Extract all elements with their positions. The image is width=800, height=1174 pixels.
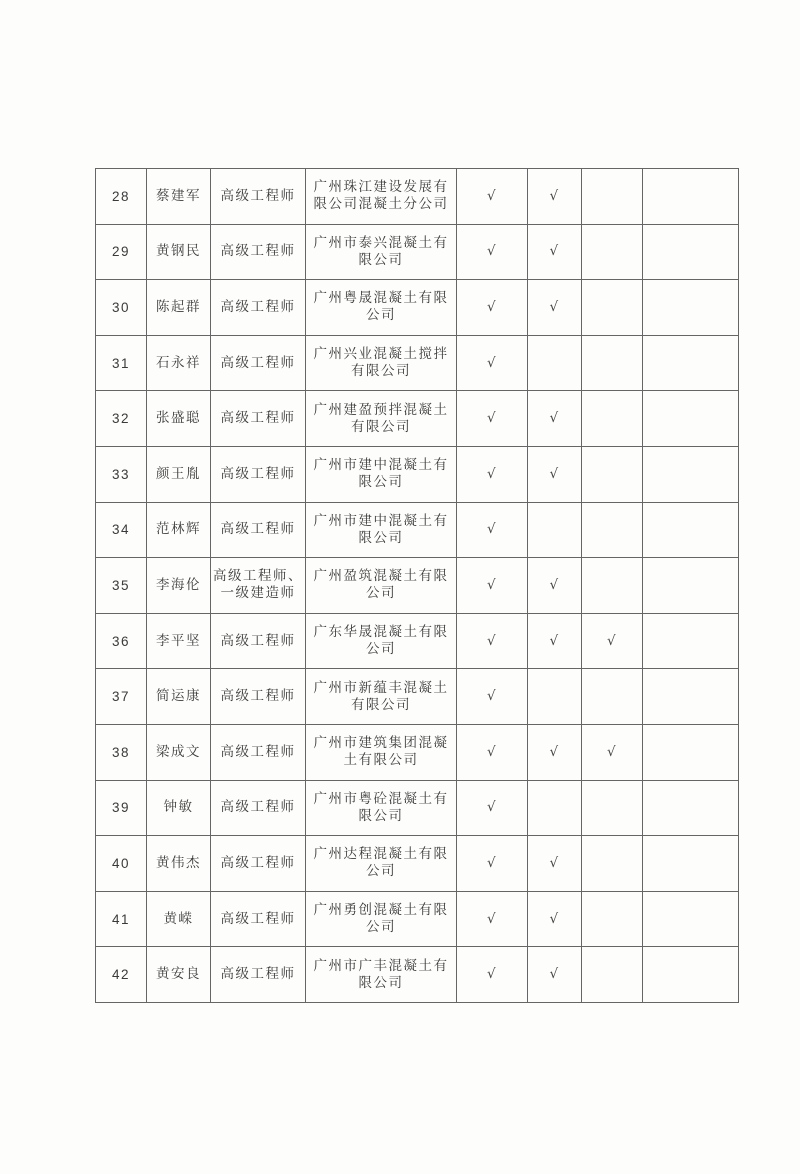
table-row [96, 224, 739, 280]
table-row [96, 169, 739, 225]
company-name: 广州兴业混凝土搅拌有限公司 [306, 335, 457, 391]
row-number: 40 [96, 836, 147, 892]
professional-title: 高级工程师 [211, 391, 306, 447]
company-name: 广州达程混凝土有限公司 [306, 836, 457, 892]
row-number: 38 [96, 724, 147, 780]
row-number: 39 [96, 780, 147, 836]
empty-check-col-4 [643, 836, 739, 892]
professional-title: 高级工程师 [211, 724, 306, 780]
empty-check-col-2 [528, 502, 582, 558]
empty-check-col-3 [582, 947, 643, 1003]
person-name: 黄嵘 [147, 891, 211, 947]
checkmark-check-col-1: √ [457, 502, 528, 558]
row-number: 29 [96, 224, 147, 280]
professional-title: 高级工程师 [211, 502, 306, 558]
empty-check-col-3 [582, 280, 643, 336]
company-name: 广州建盈预拌混凝土有限公司 [306, 391, 457, 447]
table-row [96, 891, 739, 947]
checkmark-check-col-1: √ [457, 391, 528, 447]
company-name: 广东华晟混凝土有限公司 [306, 613, 457, 669]
professional-title: 高级工程师 [211, 669, 306, 725]
table-row [96, 391, 739, 447]
empty-check-col-2 [528, 335, 582, 391]
table-row [96, 280, 739, 336]
person-name: 陈起群 [147, 280, 211, 336]
company-name: 广州市粤砼混凝土有限公司 [306, 780, 457, 836]
company-name: 广州市广丰混凝土有限公司 [306, 947, 457, 1003]
empty-check-col-3 [582, 836, 643, 892]
person-name: 石永祥 [147, 335, 211, 391]
checkmark-check-col-1: √ [457, 446, 528, 502]
empty-check-col-2 [528, 780, 582, 836]
checkmark-check-col-1: √ [457, 669, 528, 725]
professional-title: 高级工程师 [211, 446, 306, 502]
empty-check-col-4 [643, 224, 739, 280]
person-name: 黄钢民 [147, 224, 211, 280]
empty-check-col-4 [643, 669, 739, 725]
row-number: 41 [96, 891, 147, 947]
row-number: 28 [96, 169, 147, 225]
table-row [96, 558, 739, 614]
checkmark-check-col-1: √ [457, 224, 528, 280]
row-number: 35 [96, 558, 147, 614]
company-name: 广州勇创混凝土有限公司 [306, 891, 457, 947]
table-row [96, 836, 739, 892]
professional-title: 高级工程师 [211, 613, 306, 669]
table-row [96, 446, 739, 502]
empty-check-col-3 [582, 780, 643, 836]
table-row [96, 669, 739, 725]
company-name: 广州市泰兴混凝土有限公司 [306, 224, 457, 280]
row-number: 32 [96, 391, 147, 447]
person-name: 张盛聪 [147, 391, 211, 447]
checkmark-check-col-1: √ [457, 169, 528, 225]
empty-check-col-4 [643, 947, 739, 1003]
person-name: 黄安良 [147, 947, 211, 1003]
checkmark-check-col-1: √ [457, 335, 528, 391]
empty-check-col-4 [643, 502, 739, 558]
professional-title: 高级工程师 [211, 169, 306, 225]
empty-check-col-4 [643, 335, 739, 391]
professional-title: 高级工程师 [211, 780, 306, 836]
checkmark-check-col-2: √ [528, 169, 582, 225]
checkmark-check-col-2: √ [528, 836, 582, 892]
checkmark-check-col-2: √ [528, 224, 582, 280]
checkmark-check-col-1: √ [457, 724, 528, 780]
professional-title: 高级工程师、一级建造师 [211, 558, 306, 614]
person-name: 颜王胤 [147, 446, 211, 502]
checkmark-check-col-2: √ [528, 891, 582, 947]
empty-check-col-3 [582, 391, 643, 447]
empty-check-col-4 [643, 780, 739, 836]
professional-title: 高级工程师 [211, 224, 306, 280]
empty-check-col-4 [643, 613, 739, 669]
checkmark-check-col-1: √ [457, 947, 528, 1003]
personnel-table-body [96, 169, 739, 1003]
professional-title: 高级工程师 [211, 836, 306, 892]
table-row [96, 947, 739, 1003]
person-name: 李海伦 [147, 558, 211, 614]
checkmark-check-col-2: √ [528, 613, 582, 669]
table-row [96, 613, 739, 669]
row-number: 30 [96, 280, 147, 336]
empty-check-col-4 [643, 891, 739, 947]
empty-check-col-3 [582, 558, 643, 614]
checkmark-check-col-1: √ [457, 558, 528, 614]
empty-check-col-3 [582, 335, 643, 391]
checkmark-check-col-1: √ [457, 836, 528, 892]
empty-check-col-4 [643, 446, 739, 502]
checkmark-check-col-2: √ [528, 446, 582, 502]
empty-check-col-4 [643, 724, 739, 780]
empty-check-col-3 [582, 169, 643, 225]
company-name: 广州市建中混凝土有限公司 [306, 502, 457, 558]
empty-check-col-4 [643, 558, 739, 614]
checkmark-check-col-1: √ [457, 613, 528, 669]
checkmark-check-col-2: √ [528, 724, 582, 780]
professional-title: 高级工程师 [211, 335, 306, 391]
company-name: 广州市建中混凝土有限公司 [306, 446, 457, 502]
person-name: 李平坚 [147, 613, 211, 669]
professional-title: 高级工程师 [211, 947, 306, 1003]
row-number: 33 [96, 446, 147, 502]
professional-title: 高级工程师 [211, 891, 306, 947]
empty-check-col-3 [582, 224, 643, 280]
checkmark-check-col-2: √ [528, 558, 582, 614]
checkmark-check-col-1: √ [457, 891, 528, 947]
table-row [96, 724, 739, 780]
row-number: 37 [96, 669, 147, 725]
person-name: 梁成文 [147, 724, 211, 780]
person-name: 简运康 [147, 669, 211, 725]
company-name: 广州盈筑混凝土有限公司 [306, 558, 457, 614]
professional-title: 高级工程师 [211, 280, 306, 336]
row-number: 31 [96, 335, 147, 391]
empty-check-col-3 [582, 446, 643, 502]
empty-check-col-4 [643, 169, 739, 225]
checkmark-check-col-2: √ [528, 391, 582, 447]
company-name: 广州市新蕴丰混凝土有限公司 [306, 669, 457, 725]
company-name: 广州粤晟混凝土有限公司 [306, 280, 457, 336]
row-number: 42 [96, 947, 147, 1003]
empty-check-col-4 [643, 280, 739, 336]
person-name: 黄伟杰 [147, 836, 211, 892]
checkmark-check-col-1: √ [457, 780, 528, 836]
checkmark-check-col-3: √ [582, 724, 643, 780]
empty-check-col-4 [643, 391, 739, 447]
empty-check-col-3 [582, 669, 643, 725]
company-name: 广州市建筑集团混凝土有限公司 [306, 724, 457, 780]
row-number: 36 [96, 613, 147, 669]
table-row [96, 780, 739, 836]
table-row [96, 502, 739, 558]
checkmark-check-col-1: √ [457, 280, 528, 336]
company-name: 广州珠江建设发展有限公司混凝土分公司 [306, 169, 457, 225]
person-name: 范林辉 [147, 502, 211, 558]
empty-check-col-3 [582, 502, 643, 558]
empty-check-col-3 [582, 891, 643, 947]
checkmark-check-col-3: √ [582, 613, 643, 669]
table-row [96, 335, 739, 391]
empty-check-col-2 [528, 669, 582, 725]
personnel-table [95, 168, 739, 1003]
checkmark-check-col-2: √ [528, 947, 582, 1003]
row-number: 34 [96, 502, 147, 558]
person-name: 蔡建军 [147, 169, 211, 225]
person-name: 钟敏 [147, 780, 211, 836]
checkmark-check-col-2: √ [528, 280, 582, 336]
